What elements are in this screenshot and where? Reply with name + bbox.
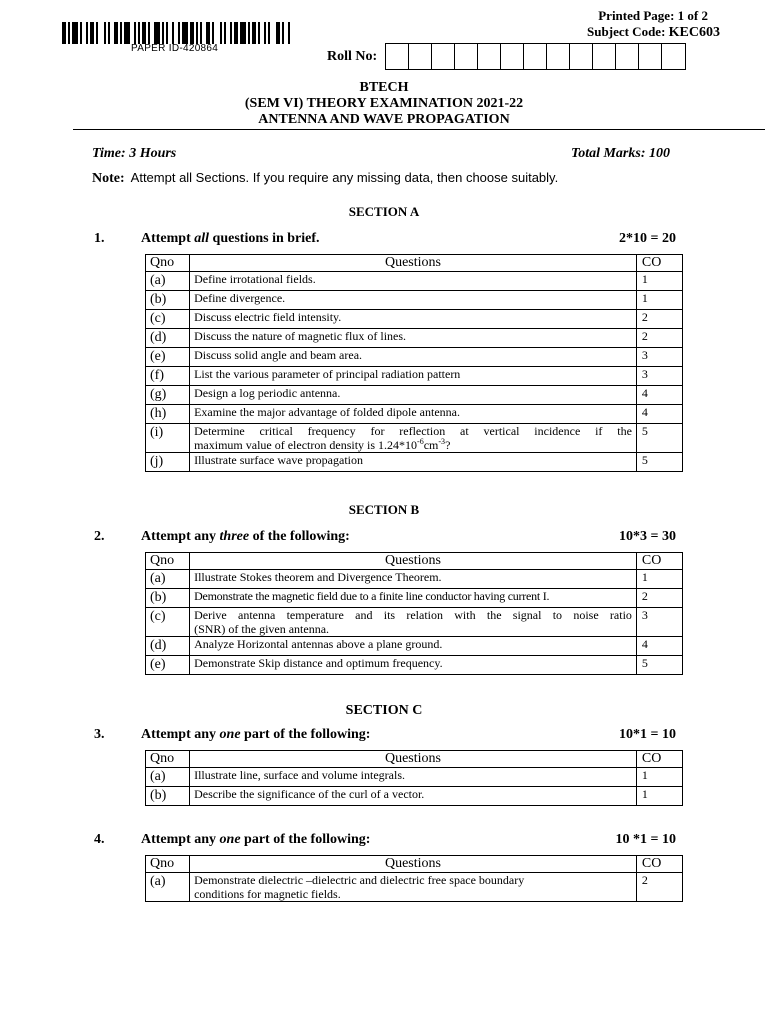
subject-title: ANTENNA AND WAVE PROPAGATION: [258, 112, 510, 127]
roll-label: Roll No:: [327, 48, 378, 64]
course-title: BTECH: [359, 80, 409, 95]
roll-box: [524, 44, 547, 69]
questions-header: Questions: [190, 255, 637, 272]
section-c-title: SECTION C: [345, 703, 423, 718]
roll-box: [547, 44, 570, 69]
roll-boxes: [385, 43, 686, 70]
question-4-table: [145, 855, 683, 902]
qno-header: Qno: [146, 255, 190, 272]
note: [92, 170, 558, 187]
time-allowed: Time: 3 Hours: [92, 146, 177, 161]
question-marks: 10 *1 = 10: [615, 832, 676, 847]
header-divider: [73, 129, 765, 130]
table-row: (c) Discuss electric field intensity. 2: [146, 310, 683, 329]
table-row: (b) Define divergence. 1: [146, 291, 683, 310]
subject-code-label: Subject Code:: [587, 24, 666, 39]
table-row: (a) Define irrotational fields. 1: [146, 272, 683, 291]
question-marks: 10*1 = 10: [619, 727, 676, 742]
roll-box: [593, 44, 616, 69]
table-row: (a) Illustrate line, surface and volume integrals. 1: [146, 768, 683, 787]
total-marks: Total Marks: 100: [570, 146, 670, 161]
question-text-line2: conditions for magnetic fields.: [194, 887, 341, 901]
table-header-row: Qno Questions CO: [146, 856, 683, 873]
table-row: (a) Illustrate Stokes theorem and Divergence Theorem. 1: [146, 570, 683, 589]
roll-box: [616, 44, 639, 69]
table-header-row: Qno Questions CO: [146, 553, 683, 570]
section-b-title: SECTION B: [348, 502, 420, 517]
question-3-table: [145, 750, 683, 806]
table-row: (g) Design a log periodic antenna. 4: [146, 386, 683, 405]
question-number: 4.: [94, 832, 105, 847]
roll-box: [455, 44, 478, 69]
section-a-table: [145, 254, 683, 472]
table-row: (h) Examine the major advantage of folded dipole antenna. 4: [146, 405, 683, 424]
roll-number-field: [327, 43, 686, 70]
roll-box: [639, 44, 662, 69]
table-row: (d) Discuss the nature of magnetic flux of lines. 2: [146, 329, 683, 348]
question-text-line1: Determine critical frequency for reflection at vertical incidence if the: [194, 424, 632, 438]
paper-id: PAPER ID-420864: [131, 43, 219, 54]
question-instruction: Attempt any one part of the following:: [141, 832, 371, 847]
roll-box: [409, 44, 432, 69]
table-row: (e) Discuss solid angle and beam area. 3: [146, 348, 683, 367]
roll-box: [662, 44, 685, 69]
section-b-table: [145, 552, 683, 675]
table-row: (d) Analyze Horizontal antennas above a plane ground. 4: [146, 637, 683, 656]
table-row: (e) Demonstrate Skip distance and optimum frequency. 5: [146, 656, 683, 675]
roll-box: [478, 44, 501, 69]
question-number: 3.: [94, 727, 105, 742]
table-header-row: Qno Questions CO: [146, 751, 683, 768]
roll-box: [570, 44, 593, 69]
subject-code: KEC603: [668, 25, 720, 40]
note-label: Note:: [92, 171, 125, 186]
printed-page: Printed Page: 1 of 2: [598, 8, 708, 23]
question-instruction: Attempt all questions in brief.: [141, 231, 320, 246]
table-row: (j) Illustrate surface wave propagation 5: [146, 453, 683, 472]
question-text-line2: maximum value of electron density is $1.24*10^{-6}cm^{-3}$?: [194, 437, 451, 452]
question-number: 2.: [94, 529, 105, 544]
table-row: (c) Derive antenna temperature and its relation with the signal to noise ratio (SNR) of the given antenna. 3: [146, 608, 683, 637]
question-marks: 2*10 = 20: [619, 231, 676, 246]
roll-box: [501, 44, 524, 69]
question-number: 1.: [94, 231, 105, 246]
question-instruction: Attempt any three of the following:: [141, 529, 350, 544]
question-text-line2: (SNR) of the given antenna.: [194, 622, 330, 636]
section-a-title: SECTION A: [348, 204, 420, 219]
question-text-line1: Derive antenna temperature and its relation with the signal to noise ratio: [194, 608, 632, 622]
subject-code-line: [587, 24, 720, 41]
table-row: (b) Describe the significance of the curl of a vector. 1: [146, 787, 683, 806]
barcode: [62, 22, 292, 44]
roll-box: [386, 44, 409, 69]
co-header: CO: [636, 255, 682, 272]
table-row: (i) Determine critical frequency for reflection at vertical incidence if the maximum value of electron density is $1.24*10^{-6}cm^{-3}$? 5: [146, 424, 683, 453]
roll-box: [432, 44, 455, 69]
note-text: Attempt all Sections. If you require any missing data, then choose suitably.: [130, 170, 559, 185]
exam-title: (SEM VI) THEORY EXAMINATION 2021-22: [244, 96, 524, 111]
question-marks: 10*3 = 30: [619, 529, 676, 544]
question-text-line1: Demonstrate dielectric –dielectric and dielectric free space boundary: [194, 873, 525, 887]
table-row: (b) Demonstrate the magnetic field due to a finite line conductor having current I. 2: [146, 589, 683, 608]
table-row: (a) Demonstrate dielectric –dielectric and dielectric free space boundary conditions for magnetic fields. 2: [146, 873, 683, 902]
question-instruction: Attempt any one part of the following:: [141, 727, 371, 742]
table-row: (f) List the various parameter of principal radiation pattern 3: [146, 367, 683, 386]
table-header-row: [146, 255, 683, 272]
